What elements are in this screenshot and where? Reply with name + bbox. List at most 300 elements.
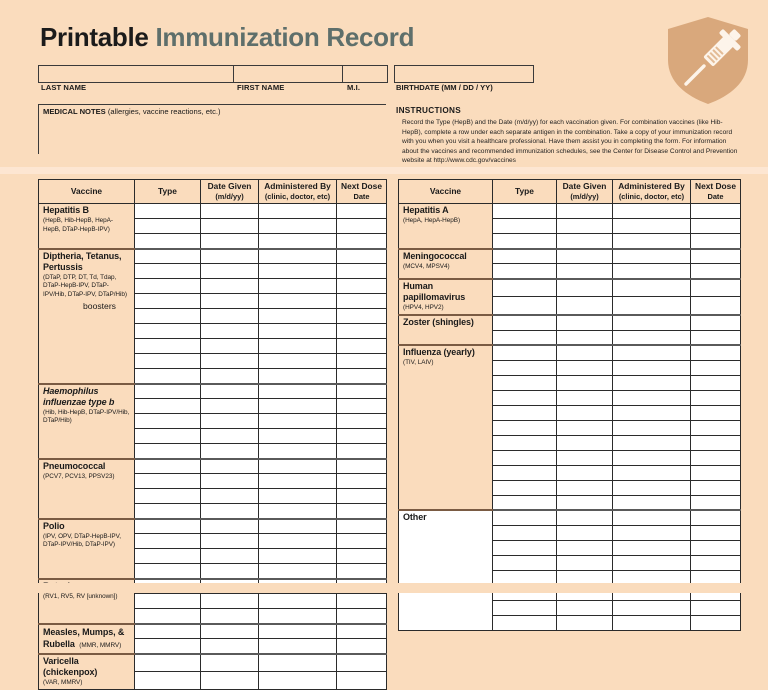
- entry-cell-date-given[interactable]: [557, 450, 613, 465]
- entry-cell-administered-by[interactable]: [613, 615, 691, 630]
- entry-cell-type[interactable]: [493, 510, 557, 525]
- entry-cell-type[interactable]: [493, 450, 557, 465]
- entry-cell-next-dose[interactable]: [691, 600, 741, 615]
- entry-cell-administered-by[interactable]: [613, 390, 691, 405]
- medical-notes-label-rest: (allergies, vaccine reactions, etc.): [105, 107, 221, 116]
- entry-cell-type[interactable]: [493, 555, 557, 570]
- entry-cell-date-given[interactable]: [557, 279, 613, 297]
- entry-cell-next-dose[interactable]: [337, 249, 387, 264]
- entry-cell-type[interactable]: [493, 465, 557, 480]
- entry-cell-next-dose[interactable]: [691, 405, 741, 420]
- entry-cell-next-dose[interactable]: [691, 390, 741, 405]
- entry-cell-date-given[interactable]: [201, 534, 259, 549]
- first-name-label: FIRST NAME: [237, 83, 285, 92]
- entry-cell-type[interactable]: [493, 525, 557, 540]
- name-field-labels: [38, 83, 390, 95]
- entry-cell-date-given[interactable]: [201, 399, 259, 414]
- entry-cell-date-given[interactable]: [201, 594, 259, 609]
- entry-cell-type[interactable]: [135, 264, 201, 279]
- table-row: [399, 315, 741, 330]
- entry-cell-type[interactable]: [493, 297, 557, 315]
- entry-cell-administered-by[interactable]: [259, 504, 337, 519]
- booster-label: boosters: [83, 301, 116, 312]
- vaccine-name: Polio: [43, 520, 65, 531]
- entry-cell-type[interactable]: [135, 519, 201, 534]
- entry-cell-next-dose[interactable]: [691, 234, 741, 249]
- vaccine-name-cell: [39, 624, 135, 654]
- entry-cell-next-dose[interactable]: [691, 279, 741, 297]
- table-row: [39, 654, 387, 672]
- entry-cell-administered-by[interactable]: [613, 264, 691, 279]
- entry-cell-type[interactable]: [135, 444, 201, 459]
- entry-cell-next-dose[interactable]: [337, 204, 387, 219]
- entry-cell-administered-by[interactable]: [613, 297, 691, 315]
- entry-cell-next-dose[interactable]: [337, 639, 387, 654]
- vaccine-name-cell: [399, 510, 493, 630]
- table-row: [39, 384, 387, 399]
- entry-cell-administered-by[interactable]: [613, 360, 691, 375]
- entry-cell-date-given[interactable]: [557, 435, 613, 450]
- vaccine-name-cell: [399, 204, 493, 249]
- vaccine-abbreviations: (MCV4, MPSV4): [403, 262, 450, 270]
- entry-cell-date-given[interactable]: [201, 354, 259, 369]
- entry-cell-administered-by[interactable]: [259, 444, 337, 459]
- entry-cell-type[interactable]: [493, 390, 557, 405]
- entry-cell-next-dose[interactable]: [337, 459, 387, 474]
- vaccine-name-cell: [39, 249, 135, 384]
- table-row: [399, 279, 741, 297]
- entry-cell-date-given[interactable]: [201, 429, 259, 444]
- entry-cell-administered-by[interactable]: [613, 219, 691, 234]
- entry-cell-administered-by[interactable]: [613, 495, 691, 510]
- entry-cell-next-dose[interactable]: [337, 309, 387, 324]
- entry-cell-administered-by[interactable]: [259, 474, 337, 489]
- entry-cell-date-given[interactable]: [557, 234, 613, 249]
- entry-cell-next-dose[interactable]: [337, 489, 387, 504]
- entry-cell-next-dose[interactable]: [691, 510, 741, 525]
- entry-cell-type[interactable]: [135, 429, 201, 444]
- first-name-input[interactable]: [234, 66, 343, 82]
- entry-cell-administered-by[interactable]: [613, 234, 691, 249]
- entry-cell-next-dose[interactable]: [691, 480, 741, 495]
- vaccine-name-cell: [399, 279, 493, 316]
- entry-cell-administered-by[interactable]: [613, 204, 691, 219]
- entry-cell-administered-by[interactable]: [259, 624, 337, 639]
- entry-cell-administered-by[interactable]: [613, 540, 691, 555]
- entry-cell-date-given[interactable]: [557, 297, 613, 315]
- entry-cell-type[interactable]: [493, 219, 557, 234]
- entry-cell-administered-by[interactable]: [259, 324, 337, 339]
- entry-cell-administered-by[interactable]: [259, 384, 337, 399]
- entry-cell-date-given[interactable]: [557, 510, 613, 525]
- entry-cell-administered-by[interactable]: [613, 249, 691, 264]
- entry-cell-administered-by[interactable]: [259, 549, 337, 564]
- entry-cell-administered-by[interactable]: [259, 264, 337, 279]
- entry-cell-date-given[interactable]: [201, 264, 259, 279]
- entry-cell-administered-by[interactable]: [259, 609, 337, 624]
- entry-cell-administered-by[interactable]: [259, 639, 337, 654]
- table-header-row: [39, 180, 387, 204]
- entry-cell-type[interactable]: [493, 315, 557, 330]
- entry-cell-next-dose[interactable]: [691, 264, 741, 279]
- entry-cell-type[interactable]: [135, 609, 201, 624]
- entry-cell-administered-by[interactable]: [259, 519, 337, 534]
- entry-cell-date-given[interactable]: [201, 504, 259, 519]
- entry-cell-administered-by[interactable]: [613, 555, 691, 570]
- title-word-immunization-record: Immunization Record: [155, 22, 415, 52]
- entry-cell-date-given[interactable]: [201, 564, 259, 579]
- entry-cell-type[interactable]: [135, 249, 201, 264]
- entry-cell-date-given[interactable]: [201, 639, 259, 654]
- entry-cell-date-given[interactable]: [557, 555, 613, 570]
- page-title: [40, 22, 414, 53]
- vaccine-name-cell: [39, 519, 135, 579]
- entry-cell-date-given[interactable]: [201, 309, 259, 324]
- entry-cell-type[interactable]: [135, 504, 201, 519]
- entry-cell-next-dose[interactable]: [337, 549, 387, 564]
- entry-cell-type[interactable]: [135, 384, 201, 399]
- entry-cell-next-dose[interactable]: [691, 540, 741, 555]
- vaccine-abbreviations: (HPV4, HPV2): [403, 303, 444, 311]
- entry-cell-date-given[interactable]: [557, 204, 613, 219]
- entry-cell-next-dose[interactable]: [337, 384, 387, 399]
- middle-initial-label: M.I.: [347, 83, 361, 92]
- birthdate-label: BIRTHDATE (MM / DD / YY): [396, 83, 493, 92]
- entry-cell-type[interactable]: [135, 654, 201, 672]
- entry-cell-type[interactable]: [493, 480, 557, 495]
- entry-cell-type[interactable]: [493, 234, 557, 249]
- vaccine-name-cell: [399, 345, 493, 510]
- entry-cell-type[interactable]: [135, 474, 201, 489]
- entry-cell-date-given[interactable]: [201, 219, 259, 234]
- entry-cell-administered-by[interactable]: [613, 375, 691, 390]
- col-header-date-given: Date Given (m/d/yy): [201, 180, 259, 204]
- entry-cell-administered-by[interactable]: [259, 234, 337, 249]
- entry-cell-date-given[interactable]: [201, 384, 259, 399]
- vaccine-abbreviations: (MMR, MMRV): [79, 641, 122, 649]
- entry-cell-date-given[interactable]: [201, 444, 259, 459]
- vaccine-name-cell: [39, 459, 135, 519]
- entry-cell-type[interactable]: [493, 375, 557, 390]
- col-header-vaccine: Vaccine: [39, 180, 135, 204]
- entry-cell-type[interactable]: [493, 615, 557, 630]
- entry-cell-next-dose[interactable]: [337, 234, 387, 249]
- entry-cell-administered-by[interactable]: [613, 480, 691, 495]
- entry-cell-administered-by[interactable]: [259, 354, 337, 369]
- entry-cell-next-dose[interactable]: [337, 294, 387, 309]
- entry-cell-next-dose[interactable]: [337, 474, 387, 489]
- entry-cell-next-dose[interactable]: [691, 249, 741, 264]
- entry-cell-type[interactable]: [493, 249, 557, 264]
- entry-cell-date-given[interactable]: [557, 480, 613, 495]
- entry-cell-next-dose[interactable]: [691, 465, 741, 480]
- col-header-type: Type: [493, 180, 557, 204]
- title-word-printable: Printable: [40, 22, 149, 52]
- entry-cell-next-dose[interactable]: [337, 369, 387, 384]
- entry-cell-next-dose[interactable]: [691, 435, 741, 450]
- vaccine-abbreviations: (HepA, HepA-HepB): [403, 217, 461, 224]
- entry-cell-administered-by[interactable]: [259, 309, 337, 324]
- entry-cell-type[interactable]: [135, 459, 201, 474]
- entry-cell-date-given[interactable]: [201, 654, 259, 672]
- entry-cell-next-dose[interactable]: [691, 495, 741, 510]
- entry-cell-type[interactable]: [135, 339, 201, 354]
- entry-cell-administered-by[interactable]: [259, 414, 337, 429]
- entry-cell-next-dose[interactable]: [691, 204, 741, 219]
- entry-cell-administered-by[interactable]: [259, 429, 337, 444]
- entry-cell-date-given[interactable]: [201, 279, 259, 294]
- entry-cell-next-dose[interactable]: [337, 534, 387, 549]
- entry-cell-type[interactable]: [135, 279, 201, 294]
- vaccine-table-left: [38, 179, 387, 690]
- entry-cell-administered-by[interactable]: [259, 564, 337, 579]
- entry-cell-next-dose[interactable]: [337, 504, 387, 519]
- entry-cell-date-given[interactable]: [201, 474, 259, 489]
- entry-cell-date-given[interactable]: [201, 204, 259, 219]
- col-header-date-given: Date Given (m/d/yy): [557, 180, 613, 204]
- entry-cell-next-dose[interactable]: [337, 654, 387, 672]
- entry-cell-administered-by[interactable]: [613, 420, 691, 435]
- entry-cell-administered-by[interactable]: [259, 489, 337, 504]
- entry-cell-next-dose[interactable]: [337, 219, 387, 234]
- entry-cell-type[interactable]: [493, 420, 557, 435]
- entry-cell-next-dose[interactable]: [691, 330, 741, 345]
- vaccine-abbreviations: (HepB, Hib-HepB, HepA-HepB, DTaP-HepB-IPV): [43, 217, 113, 233]
- entry-cell-type[interactable]: [135, 234, 201, 249]
- entry-cell-type[interactable]: [135, 414, 201, 429]
- entry-cell-next-dose[interactable]: [337, 399, 387, 414]
- entry-cell-date-given[interactable]: [201, 624, 259, 639]
- entry-cell-next-dose[interactable]: [691, 375, 741, 390]
- entry-cell-next-dose[interactable]: [337, 339, 387, 354]
- entry-cell-date-given[interactable]: [557, 249, 613, 264]
- entry-cell-type[interactable]: [135, 399, 201, 414]
- entry-cell-date-given[interactable]: [557, 465, 613, 480]
- entry-cell-type[interactable]: [135, 219, 201, 234]
- medical-notes-label: [43, 107, 221, 116]
- entry-cell-administered-by[interactable]: [259, 204, 337, 219]
- vaccine-name: Measles, Mumps, & Rubella: [43, 626, 125, 649]
- vaccine-abbreviations: (IPV, OPV, DTaP-HepB-IPV, DTaP-IPV/Hib, DTaP-IPV): [43, 532, 121, 549]
- entry-cell-date-given[interactable]: [557, 315, 613, 330]
- medical-notes-label-bold: MEDICAL NOTES: [43, 107, 106, 116]
- table-row: [399, 345, 741, 360]
- entry-cell-next-dose[interactable]: [691, 345, 741, 360]
- entry-cell-next-dose[interactable]: [337, 324, 387, 339]
- vaccine-name: Zoster (shingles): [403, 317, 474, 328]
- entry-cell-date-given[interactable]: [557, 375, 613, 390]
- entry-cell-type[interactable]: [135, 204, 201, 219]
- entry-cell-next-dose[interactable]: [691, 615, 741, 630]
- entry-cell-date-given[interactable]: [557, 390, 613, 405]
- entry-cell-type[interactable]: [135, 534, 201, 549]
- entry-cell-type[interactable]: [135, 564, 201, 579]
- entry-cell-date-given[interactable]: [201, 294, 259, 309]
- entry-cell-date-given[interactable]: [201, 369, 259, 384]
- vaccine-abbreviations: (DTaP, DTP, DT, Td, Tdap, DTaP-HepB-IPV, DTaP-IPV/Hib, DTaP-IPV, DTaP/Hib): [43, 273, 127, 298]
- entry-cell-date-given[interactable]: [201, 672, 259, 690]
- entry-cell-next-dose[interactable]: [691, 219, 741, 234]
- entry-cell-date-given[interactable]: [201, 414, 259, 429]
- entry-cell-type[interactable]: [135, 594, 201, 609]
- vaccine-name-cell: [39, 204, 135, 249]
- entry-cell-administered-by[interactable]: [259, 654, 337, 672]
- entry-cell-date-given[interactable]: [201, 339, 259, 354]
- table-header-row: [399, 180, 741, 204]
- entry-cell-date-given[interactable]: [557, 264, 613, 279]
- entry-cell-administered-by[interactable]: [259, 399, 337, 414]
- entry-cell-type[interactable]: [135, 624, 201, 639]
- entry-cell-date-given[interactable]: [557, 405, 613, 420]
- entry-cell-administered-by[interactable]: [613, 435, 691, 450]
- entry-cell-administered-by[interactable]: [259, 279, 337, 294]
- table-row: [39, 624, 387, 639]
- entry-cell-date-given[interactable]: [557, 600, 613, 615]
- entry-cell-type[interactable]: [135, 324, 201, 339]
- entry-cell-date-given[interactable]: [557, 360, 613, 375]
- entry-cell-next-dose[interactable]: [337, 264, 387, 279]
- entry-cell-administered-by[interactable]: [259, 339, 337, 354]
- vaccine-name: Haemophilus influenzae type b: [43, 385, 115, 407]
- entry-cell-type[interactable]: [135, 309, 201, 324]
- entry-cell-administered-by[interactable]: [259, 249, 337, 264]
- entry-cell-type[interactable]: [493, 204, 557, 219]
- entry-cell-next-dose[interactable]: [337, 624, 387, 639]
- vaccine-name: Human papillomavirus: [403, 280, 466, 302]
- entry-cell-type[interactable]: [493, 279, 557, 297]
- table-row: [399, 204, 741, 219]
- entry-cell-type[interactable]: [493, 540, 557, 555]
- entry-cell-type[interactable]: [135, 369, 201, 384]
- entry-cell-administered-by[interactable]: [613, 315, 691, 330]
- col-header-administered-by: Administered By (clinic, doctor, etc): [613, 180, 691, 204]
- col-header-next-dose: Next Dose Date: [337, 180, 387, 204]
- entry-cell-administered-by[interactable]: [613, 525, 691, 540]
- entry-cell-type[interactable]: [135, 672, 201, 690]
- vaccine-name: Hepatitis B: [43, 205, 89, 215]
- last-name-label: LAST NAME: [41, 83, 87, 92]
- entry-cell-next-dose[interactable]: [337, 354, 387, 369]
- entry-cell-next-dose[interactable]: [691, 360, 741, 375]
- entry-cell-administered-by[interactable]: [613, 465, 691, 480]
- entry-cell-date-given[interactable]: [557, 345, 613, 360]
- entry-cell-next-dose[interactable]: [337, 279, 387, 294]
- col-header-type: Type: [135, 180, 201, 204]
- col-header-administered-by: Administered By (clinic, doctor, etc): [259, 180, 337, 204]
- table-row: [39, 204, 387, 219]
- entry-cell-date-given[interactable]: [201, 549, 259, 564]
- entry-cell-administered-by[interactable]: [613, 600, 691, 615]
- entry-cell-administered-by[interactable]: [259, 294, 337, 309]
- entry-cell-administered-by[interactable]: [613, 405, 691, 420]
- entry-cell-date-given[interactable]: [557, 540, 613, 555]
- entry-cell-type[interactable]: [493, 405, 557, 420]
- entry-cell-type[interactable]: [135, 639, 201, 654]
- vaccine-name-cell: [399, 315, 493, 345]
- table-row: [399, 510, 741, 525]
- entry-cell-date-given[interactable]: [201, 459, 259, 474]
- syringe-shield-icon: [660, 12, 756, 108]
- entry-cell-administered-by[interactable]: [613, 345, 691, 360]
- entry-cell-administered-by[interactable]: [259, 534, 337, 549]
- entry-cell-date-given[interactable]: [201, 609, 259, 624]
- entry-cell-type[interactable]: [135, 549, 201, 564]
- entry-cell-type[interactable]: [493, 495, 557, 510]
- entry-cell-date-given[interactable]: [557, 495, 613, 510]
- last-name-input[interactable]: [39, 66, 234, 82]
- entry-cell-administered-by[interactable]: [259, 459, 337, 474]
- entry-cell-date-given[interactable]: [557, 330, 613, 345]
- entry-cell-type[interactable]: [493, 360, 557, 375]
- entry-cell-next-dose[interactable]: [691, 315, 741, 330]
- entry-cell-date-given[interactable]: [201, 489, 259, 504]
- vaccine-name: Meningococcal: [403, 250, 467, 261]
- entry-cell-next-dose[interactable]: [337, 414, 387, 429]
- entry-cell-date-given[interactable]: [557, 525, 613, 540]
- entry-cell-date-given[interactable]: [557, 219, 613, 234]
- entry-cell-next-dose[interactable]: [691, 450, 741, 465]
- entry-cell-administered-by[interactable]: [613, 279, 691, 297]
- birthdate-input[interactable]: [394, 65, 534, 83]
- entry-cell-next-dose[interactable]: [337, 444, 387, 459]
- entry-cell-administered-by[interactable]: [259, 672, 337, 690]
- entry-cell-next-dose[interactable]: [337, 429, 387, 444]
- entry-cell-administered-by[interactable]: [613, 450, 691, 465]
- entry-cell-type[interactable]: [493, 435, 557, 450]
- vaccine-name: Hepatitis A: [403, 205, 449, 215]
- vaccine-abbreviations: (RV1, RV5, RV [unknown]): [43, 592, 118, 600]
- entry-cell-type[interactable]: [135, 354, 201, 369]
- vaccine-name: Other: [403, 512, 427, 523]
- entry-cell-date-given[interactable]: [201, 249, 259, 264]
- header-separator: [0, 167, 768, 174]
- entry-cell-date-given[interactable]: [201, 324, 259, 339]
- entry-cell-administered-by[interactable]: [613, 330, 691, 345]
- vaccine-name: Pneumococcal: [43, 460, 106, 471]
- entry-cell-date-given[interactable]: [557, 420, 613, 435]
- entry-cell-next-dose[interactable]: [337, 594, 387, 609]
- entry-cell-administered-by[interactable]: [259, 219, 337, 234]
- entry-cell-next-dose[interactable]: [691, 297, 741, 315]
- entry-cell-type[interactable]: [135, 489, 201, 504]
- entry-cell-type[interactable]: [493, 600, 557, 615]
- entry-cell-date-given[interactable]: [201, 519, 259, 534]
- entry-cell-type[interactable]: [493, 264, 557, 279]
- entry-cell-administered-by[interactable]: [259, 594, 337, 609]
- vaccine-abbreviations: (TIV, LAIV): [403, 359, 434, 367]
- middle-initial-input[interactable]: [343, 66, 387, 82]
- vaccine-table-left-body: [39, 204, 387, 690]
- vaccine-name-cell: [399, 249, 493, 279]
- entry-cell-administered-by[interactable]: [613, 510, 691, 525]
- entry-cell-next-dose[interactable]: [337, 519, 387, 534]
- name-fields-row: [38, 65, 388, 83]
- entry-cell-next-dose[interactable]: [691, 420, 741, 435]
- entry-cell-next-dose[interactable]: [337, 672, 387, 690]
- entry-cell-date-given[interactable]: [201, 234, 259, 249]
- entry-cell-next-dose[interactable]: [691, 555, 741, 570]
- entry-cell-type[interactable]: [493, 345, 557, 360]
- table-row: [39, 249, 387, 264]
- entry-cell-next-dose[interactable]: [337, 564, 387, 579]
- entry-cell-type[interactable]: [135, 294, 201, 309]
- entry-cell-next-dose[interactable]: [337, 609, 387, 624]
- entry-cell-type[interactable]: [493, 330, 557, 345]
- entry-cell-next-dose[interactable]: [691, 525, 741, 540]
- entry-cell-date-given[interactable]: [557, 615, 613, 630]
- vaccine-name: Diptheria, Tetanus, Pertussis: [43, 250, 122, 272]
- entry-cell-administered-by[interactable]: [259, 369, 337, 384]
